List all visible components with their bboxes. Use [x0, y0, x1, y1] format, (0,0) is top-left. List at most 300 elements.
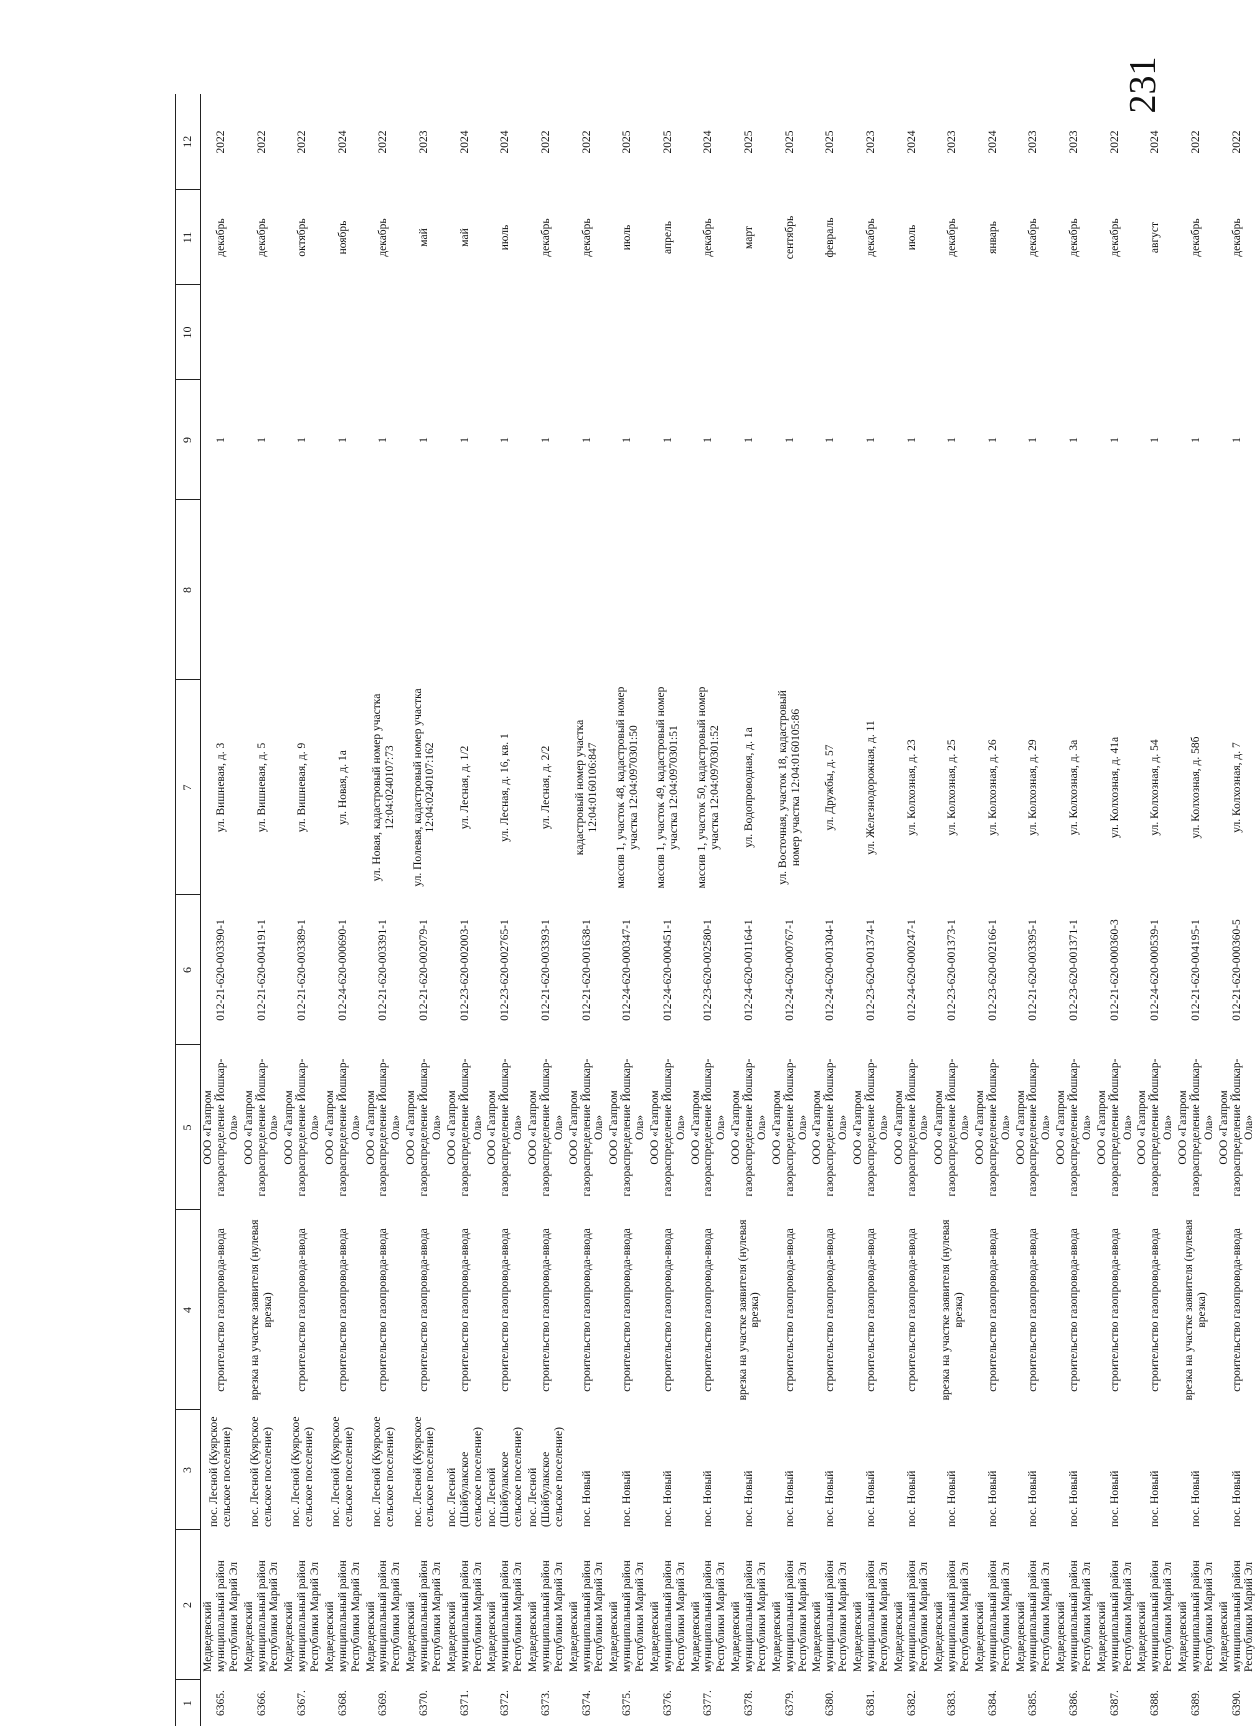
table-cell-col-9: 1 — [1135, 380, 1176, 500]
table-cell-col-8 — [1095, 500, 1136, 680]
column-header-10: 10 — [176, 285, 201, 380]
table-cell-col-10 — [770, 285, 811, 380]
table-cell-col-5: ООО «Газпром газораспределение Йошкар-Ола» — [445, 1045, 486, 1210]
table-cell-col-2: Медведевский муниципальный район Республики Марий Эл — [607, 1530, 648, 1680]
table-cell-col-6: 012-23-620-002166-1 — [973, 895, 1014, 1045]
table-cell-col-11: декабрь — [1054, 190, 1095, 285]
table-cell-col-7: ул. Дружбы, д. 57 — [810, 680, 851, 895]
table-cell-col-9: 1 — [364, 380, 405, 500]
table-cell-col-11: июль — [892, 190, 933, 285]
table-row — [1217, 94, 1257, 1726]
table-cell-col-5: ООО «Газпром газораспределение Йошкар-Ола» — [851, 1045, 892, 1210]
table-row — [851, 94, 892, 1726]
table-cell-col-6: 012-21-620-003390-1 — [201, 895, 242, 1045]
table-cell-col-10 — [526, 285, 567, 380]
table-cell-col-1: 6370. — [404, 1680, 445, 1726]
table-cell-col-3: пос. Новый — [1176, 1410, 1217, 1530]
table-cell-col-5: ООО «Газпром газораспределение Йошкар-Ола» — [770, 1045, 811, 1210]
table-cell-col-5: ООО «Газпром газораспределение Йошкар-Ола» — [567, 1045, 608, 1210]
table-cell-col-1: 6367. — [282, 1680, 323, 1726]
table-cell-col-12: 2022 — [242, 94, 283, 190]
table-cell-col-8 — [810, 500, 851, 680]
table-cell-col-7: ул. Лесная, д. 16, кв. 1 — [485, 680, 526, 895]
table-header — [176, 94, 201, 1726]
table-cell-col-11: декабрь — [242, 190, 283, 285]
table-cell-col-12: 2022 — [526, 94, 567, 190]
table-cell-col-4: строительство газопровода-ввода — [1135, 1210, 1176, 1410]
table-cell-col-8 — [648, 500, 689, 680]
table-cell-col-9: 1 — [567, 380, 608, 500]
table-wrapper — [175, 94, 1235, 1726]
table-cell-col-10 — [404, 285, 445, 380]
table-cell-col-2: Медведевский муниципальный район Республики Марий Эл — [485, 1530, 526, 1680]
table-cell-col-7: ул. Вишневая, д. 5 — [242, 680, 283, 895]
table-cell-col-11: декабрь — [689, 190, 730, 285]
gasification-table — [175, 94, 1257, 1726]
table-cell-col-3: пос. Новый — [1135, 1410, 1176, 1530]
table-cell-col-6: 012-21-620-000360-5 — [1217, 895, 1257, 1045]
table-cell-col-4: врезка на участке заявителя (нулевая врезка) — [1176, 1210, 1217, 1410]
table-cell-col-3: пос. Лесной (Куярское сельское поселение) — [364, 1410, 405, 1530]
table-cell-col-8 — [526, 500, 567, 680]
table-cell-col-1: 6373. — [526, 1680, 567, 1726]
table-cell-col-2: Медведевский муниципальный район Республики Марий Эл — [1176, 1530, 1217, 1680]
table-cell-col-4: строительство газопровода-ввода — [567, 1210, 608, 1410]
table-cell-col-6: 012-24-620-000451-1 — [648, 895, 689, 1045]
table-cell-col-3: пос. Новый — [932, 1410, 973, 1530]
table-cell-col-5: ООО «Газпром газораспределение Йошкар-Ола» — [485, 1045, 526, 1210]
table-cell-col-6: 012-21-620-003393-1 — [526, 895, 567, 1045]
table-cell-col-4: строительство газопровода-ввода — [404, 1210, 445, 1410]
table-cell-col-11: октябрь — [282, 190, 323, 285]
table-cell-col-10 — [607, 285, 648, 380]
table-cell-col-10 — [567, 285, 608, 380]
table-cell-col-10 — [932, 285, 973, 380]
table-row — [1054, 94, 1095, 1726]
table-row — [892, 94, 933, 1726]
table-cell-col-7: ул. Лесная, д. 2/2 — [526, 680, 567, 895]
table-cell-col-6: 012-21-620-003395-1 — [1014, 895, 1055, 1045]
table-cell-col-3: пос. Новый — [729, 1410, 770, 1530]
table-cell-col-2: Медведевский муниципальный район Республики Марий Эл — [1014, 1530, 1055, 1680]
table-cell-col-7: ул. Вишневая, д. 9 — [282, 680, 323, 895]
table-cell-col-6: 012-24-620-000690-1 — [323, 895, 364, 1045]
column-header-11: 11 — [176, 190, 201, 285]
table-cell-col-3: пос. Новый — [1095, 1410, 1136, 1530]
table-cell-col-12: 2024 — [445, 94, 486, 190]
table-cell-col-5: ООО «Газпром газораспределение Йошкар-Ола» — [932, 1045, 973, 1210]
table-cell-col-5: ООО «Газпром газораспределение Йошкар-Ола» — [282, 1045, 323, 1210]
table-cell-col-2: Медведевский муниципальный район Республики Марий Эл — [1135, 1530, 1176, 1680]
table-cell-col-2: Медведевский муниципальный район Республики Марий Эл — [1054, 1530, 1095, 1680]
table-cell-col-6: 012-21-620-004195-1 — [1176, 895, 1217, 1045]
column-header-12: 12 — [176, 94, 201, 190]
table-cell-col-7: ул. Вишневая, д. 3 — [201, 680, 242, 895]
table-body — [201, 94, 1257, 1726]
table-cell-col-12: 2025 — [648, 94, 689, 190]
table-cell-col-1: 6390. — [1217, 1680, 1257, 1726]
table-cell-col-6: 012-21-620-003391-1 — [364, 895, 405, 1045]
table-cell-col-6: 012-24-620-001164-1 — [729, 895, 770, 1045]
table-cell-col-1: 6385. — [1014, 1680, 1055, 1726]
table-cell-col-10 — [648, 285, 689, 380]
table-cell-col-11: май — [404, 190, 445, 285]
column-header-2: 2 — [176, 1530, 201, 1680]
table-cell-col-10 — [1135, 285, 1176, 380]
table-cell-col-8 — [770, 500, 811, 680]
table-cell-col-9: 1 — [242, 380, 283, 500]
table-cell-col-2: Медведевский муниципальный район Республики Марий Эл — [973, 1530, 1014, 1680]
table-cell-col-12: 2024 — [1135, 94, 1176, 190]
table-cell-col-2: Медведевский муниципальный район Республики Марий Эл — [932, 1530, 973, 1680]
table-cell-col-10 — [1176, 285, 1217, 380]
table-cell-col-8 — [404, 500, 445, 680]
table-cell-col-3: пос. Новый — [770, 1410, 811, 1530]
table-cell-col-12: 2022 — [1095, 94, 1136, 190]
column-header-9: 9 — [176, 380, 201, 500]
table-cell-col-8 — [689, 500, 730, 680]
table-cell-col-11: февраль — [810, 190, 851, 285]
table-cell-col-10 — [851, 285, 892, 380]
table-cell-col-4: строительство газопровода-ввода — [648, 1210, 689, 1410]
table-cell-col-11: май — [445, 190, 486, 285]
table-row — [242, 94, 283, 1726]
table-cell-col-2: Медведевский муниципальный район Республики Марий Эл — [567, 1530, 608, 1680]
table-cell-col-1: 6369. — [364, 1680, 405, 1726]
table-cell-col-7: ул. Колхозная, д. 3а — [1054, 680, 1095, 895]
table-cell-col-6: 012-24-620-001304-1 — [810, 895, 851, 1045]
table-cell-col-9: 1 — [1014, 380, 1055, 500]
table-cell-col-11: август — [1135, 190, 1176, 285]
table-cell-col-6: 012-21-620-003389-1 — [282, 895, 323, 1045]
table-cell-col-3: пос. Лесной (Шойбулакское сельское поселение) — [526, 1410, 567, 1530]
table-row — [1176, 94, 1217, 1726]
table-cell-col-8 — [607, 500, 648, 680]
column-header-6: 6 — [176, 895, 201, 1045]
table-cell-col-5: ООО «Газпром газораспределение Йошкар-Ола» — [1095, 1045, 1136, 1210]
table-row — [526, 94, 567, 1726]
table-cell-col-3: пос. Лесной (Куярское сельское поселение) — [323, 1410, 364, 1530]
table-cell-col-9: 1 — [1217, 380, 1257, 500]
table-cell-col-8 — [1176, 500, 1217, 680]
table-cell-col-2: Медведевский муниципальный район Республики Марий Эл — [201, 1530, 242, 1680]
table-cell-col-4: строительство газопровода-ввода — [323, 1210, 364, 1410]
table-cell-col-10 — [323, 285, 364, 380]
table-cell-col-11: декабрь — [526, 190, 567, 285]
table-cell-col-4: строительство газопровода-ввода — [1217, 1210, 1257, 1410]
table-cell-col-4: врезка на участке заявителя (нулевая врезка) — [242, 1210, 283, 1410]
table-cell-col-8 — [364, 500, 405, 680]
table-row — [770, 94, 811, 1726]
table-cell-col-8 — [932, 500, 973, 680]
table-cell-col-3: пос. Новый — [973, 1410, 1014, 1530]
table-cell-col-1: 6376. — [648, 1680, 689, 1726]
table-cell-col-1: 6380. — [810, 1680, 851, 1726]
table-cell-col-2: Медведевский муниципальный район Республики Марий Эл — [851, 1530, 892, 1680]
table-cell-col-7: ул. Водопроводная, д. 1а — [729, 680, 770, 895]
column-header-7: 7 — [176, 680, 201, 895]
table-row — [973, 94, 1014, 1726]
table-cell-col-4: строительство газопровода-ввода — [364, 1210, 405, 1410]
table-row — [201, 94, 242, 1726]
table-cell-col-2: Медведевский муниципальный район Республики Марий Эл — [242, 1530, 283, 1680]
table-cell-col-9: 1 — [282, 380, 323, 500]
table-cell-col-12: 2022 — [1217, 94, 1257, 190]
column-header-1: 1 — [176, 1680, 201, 1726]
table-cell-col-8 — [1217, 500, 1257, 680]
table-cell-col-5: ООО «Газпром газораспределение Йошкар-Ола» — [689, 1045, 730, 1210]
table-cell-col-7: ул. Колхозная, д. 26 — [973, 680, 1014, 895]
table-cell-col-8 — [851, 500, 892, 680]
table-cell-col-4: строительство газопровода-ввода — [1054, 1210, 1095, 1410]
table-cell-col-6: 012-24-620-000767-1 — [770, 895, 811, 1045]
table-cell-col-5: ООО «Газпром газораспределение Йошкар-Ола» — [242, 1045, 283, 1210]
table-cell-col-1: 6378. — [729, 1680, 770, 1726]
table-cell-col-12: 2022 — [364, 94, 405, 190]
table-row — [485, 94, 526, 1726]
table-cell-col-3: пос. Новый — [1054, 1410, 1095, 1530]
table-cell-col-1: 6375. — [607, 1680, 648, 1726]
table-cell-col-4: строительство газопровода-ввода — [1014, 1210, 1055, 1410]
table-cell-col-2: Медведевский муниципальный район Республики Марий Эл — [404, 1530, 445, 1680]
table-cell-col-8 — [201, 500, 242, 680]
table-cell-col-2: Медведевский муниципальный район Республики Марий Эл — [1095, 1530, 1136, 1680]
table-row — [567, 94, 608, 1726]
table-cell-col-6: 012-21-620-002079-1 — [404, 895, 445, 1045]
table-cell-col-9: 1 — [892, 380, 933, 500]
table-cell-col-8 — [892, 500, 933, 680]
table-cell-col-12: 2024 — [689, 94, 730, 190]
table-cell-col-8 — [445, 500, 486, 680]
table-cell-col-3: пос. Лесной (Шойбулакское сельское поселение) — [485, 1410, 526, 1530]
table-cell-col-3: пос. Новый — [567, 1410, 608, 1530]
table-cell-col-7: ул. Колхозная, д. 54 — [1135, 680, 1176, 895]
table-cell-col-6: 012-21-620-001638-1 — [567, 895, 608, 1045]
table-cell-col-1: 6372. — [485, 1680, 526, 1726]
table-cell-col-2: Медведевский муниципальный район Республики Марий Эл — [526, 1530, 567, 1680]
column-header-8: 8 — [176, 500, 201, 680]
table-cell-col-9: 1 — [851, 380, 892, 500]
table-cell-col-9: 1 — [445, 380, 486, 500]
table-cell-col-9: 1 — [648, 380, 689, 500]
table-cell-col-12: 2024 — [973, 94, 1014, 190]
table-cell-col-7: ул. Колхозная, д. 23 — [892, 680, 933, 895]
table-cell-col-6: 012-23-620-002580-1 — [689, 895, 730, 1045]
table-cell-col-4: строительство газопровода-ввода — [892, 1210, 933, 1410]
table-cell-col-12: 2023 — [404, 94, 445, 190]
table-row — [1014, 94, 1055, 1726]
table-cell-col-7: ул. Лесная, д. 1/2 — [445, 680, 486, 895]
column-header-4: 4 — [176, 1210, 201, 1410]
table-cell-col-7: массив 1, участок 50, кадастровый номер участка 12:04:0970301:52 — [689, 680, 730, 895]
table-cell-col-3: пос. Новый — [810, 1410, 851, 1530]
table-row — [932, 94, 973, 1726]
table-cell-col-2: Медведевский муниципальный район Республики Марий Эл — [445, 1530, 486, 1680]
table-cell-col-9: 1 — [729, 380, 770, 500]
table-cell-col-7: кадастровый номер участка 12:04:0160106:847 — [567, 680, 608, 895]
table-cell-col-4: строительство газопровода-ввода — [851, 1210, 892, 1410]
rotated-table-area — [175, 94, 1235, 1726]
table-cell-col-5: ООО «Газпром газораспределение Йошкар-Ола» — [607, 1045, 648, 1210]
table-cell-col-5: ООО «Газпром газораспределение Йошкар-Ола» — [810, 1045, 851, 1210]
table-cell-col-10 — [1095, 285, 1136, 380]
table-cell-col-4: строительство газопровода-ввода — [526, 1210, 567, 1410]
table-cell-col-10 — [1054, 285, 1095, 380]
table-cell-col-8 — [323, 500, 364, 680]
table-cell-col-6: 012-24-620-000247-1 — [892, 895, 933, 1045]
table-cell-col-10 — [201, 285, 242, 380]
table-cell-col-12: 2022 — [1176, 94, 1217, 190]
table-cell-col-11: декабрь — [1014, 190, 1055, 285]
table-cell-col-1: 6368. — [323, 1680, 364, 1726]
table-cell-col-8 — [242, 500, 283, 680]
table-cell-col-8 — [973, 500, 1014, 680]
table-cell-col-8 — [567, 500, 608, 680]
table-cell-col-10 — [445, 285, 486, 380]
table-cell-col-2: Медведевский муниципальный район Республики Марий Эл — [689, 1530, 730, 1680]
table-cell-col-3: пос. Новый — [689, 1410, 730, 1530]
table-cell-col-9: 1 — [404, 380, 445, 500]
table-row — [729, 94, 770, 1726]
table-cell-col-1: 6379. — [770, 1680, 811, 1726]
table-cell-col-12: 2022 — [282, 94, 323, 190]
table-cell-col-9: 1 — [1054, 380, 1095, 500]
table-cell-col-2: Медведевский муниципальный район Республики Марий Эл — [1217, 1530, 1257, 1680]
table-cell-col-10 — [364, 285, 405, 380]
table-cell-col-4: строительство газопровода-ввода — [485, 1210, 526, 1410]
table-cell-col-3: пос. Лесной (Куярское сельское поселение) — [282, 1410, 323, 1530]
table-cell-col-9: 1 — [323, 380, 364, 500]
table-cell-col-8 — [485, 500, 526, 680]
table-cell-col-11: сентябрь — [770, 190, 811, 285]
table-cell-col-3: пос. Лесной (Куярское сельское поселение) — [404, 1410, 445, 1530]
table-cell-col-10 — [1014, 285, 1055, 380]
table-cell-col-3: пос. Лесной (Шойбулакское сельское поселение) — [445, 1410, 486, 1530]
table-cell-col-2: Медведевский муниципальный район Республики Марий Эл — [770, 1530, 811, 1680]
table-cell-col-7: ул. Восточная, участок 18, кадастровый номер участка 12:04:0160105:86 — [770, 680, 811, 895]
table-cell-col-8 — [282, 500, 323, 680]
table-cell-col-5: ООО «Газпром газораспределение Йошкар-Ола» — [404, 1045, 445, 1210]
table-cell-col-6: 012-23-620-001371-1 — [1054, 895, 1095, 1045]
table-cell-col-5: ООО «Газпром газораспределение Йошкар-Ола» — [1054, 1045, 1095, 1210]
table-cell-col-2: Медведевский муниципальный район Республики Марий Эл — [282, 1530, 323, 1680]
table-cell-col-12: 2025 — [810, 94, 851, 190]
table-cell-col-9: 1 — [607, 380, 648, 500]
table-cell-col-7: ул. Колхозная, д. 58б — [1176, 680, 1217, 895]
table-cell-col-5: ООО «Газпром газораспределение Йошкар-Ола» — [973, 1045, 1014, 1210]
table-cell-col-6: 012-23-620-001373-1 — [932, 895, 973, 1045]
table-cell-col-3: пос. Лесной (Куярское сельское поселение) — [242, 1410, 283, 1530]
table-cell-col-6: 012-23-620-001374-1 — [851, 895, 892, 1045]
table-cell-col-1: 6365. — [201, 1680, 242, 1726]
table-row — [364, 94, 405, 1726]
table-cell-col-10 — [810, 285, 851, 380]
table-cell-col-9: 1 — [485, 380, 526, 500]
table-cell-col-9: 1 — [810, 380, 851, 500]
table-cell-col-11: март — [729, 190, 770, 285]
table-cell-col-11: декабрь — [1176, 190, 1217, 285]
table-cell-col-11: июль — [485, 190, 526, 285]
table-cell-col-7: ул. Полевая, кадастровый номер участка 12:04:0240107:162 — [404, 680, 445, 895]
table-row — [689, 94, 730, 1726]
table-cell-col-1: 6381. — [851, 1680, 892, 1726]
table-cell-col-7: ул. Новая, кадастровый номер участка 12:04:0240107:73 — [364, 680, 405, 895]
table-cell-col-5: ООО «Газпром газораспределение Йошкар-Ола» — [323, 1045, 364, 1210]
table-cell-col-12: 2025 — [770, 94, 811, 190]
table-row — [1135, 94, 1176, 1726]
table-cell-col-8 — [1135, 500, 1176, 680]
table-cell-col-12: 2025 — [607, 94, 648, 190]
table-cell-col-4: строительство газопровода-ввода — [607, 1210, 648, 1410]
table-cell-col-11: июль — [607, 190, 648, 285]
table-cell-col-4: строительство газопровода-ввода — [445, 1210, 486, 1410]
table-cell-col-3: пос. Новый — [1014, 1410, 1055, 1530]
table-cell-col-8 — [1014, 500, 1055, 680]
table-cell-col-3: пос. Новый — [1217, 1410, 1257, 1530]
table-cell-col-2: Медведевский муниципальный район Республики Марий Эл — [648, 1530, 689, 1680]
table-cell-col-4: врезка на участке заявителя (нулевая врезка) — [729, 1210, 770, 1410]
table-cell-col-4: строительство газопровода-ввода — [1095, 1210, 1136, 1410]
table-cell-col-10 — [242, 285, 283, 380]
page-number: 231 — [1098, 40, 1188, 130]
table-cell-col-10 — [282, 285, 323, 380]
table-cell-col-11: декабрь — [364, 190, 405, 285]
table-cell-col-12: 2022 — [567, 94, 608, 190]
table-cell-col-2: Медведевский муниципальный район Республики Марий Эл — [810, 1530, 851, 1680]
table-cell-col-4: строительство газопровода-ввода — [770, 1210, 811, 1410]
table-cell-col-7: массив 1, участок 49, кадастровый номер участка 12:04:0970301:51 — [648, 680, 689, 895]
table-cell-col-10 — [689, 285, 730, 380]
table-cell-col-1: 6383. — [932, 1680, 973, 1726]
table-cell-col-12: 2023 — [932, 94, 973, 190]
table-cell-col-11: декабрь — [201, 190, 242, 285]
table-cell-col-3: пос. Новый — [607, 1410, 648, 1530]
table-cell-col-3: пос. Новый — [648, 1410, 689, 1530]
table-cell-col-10 — [485, 285, 526, 380]
table-cell-col-7: ул. Железнодорожная, д. 11 — [851, 680, 892, 895]
table-cell-col-5: ООО «Газпром газораспределение Йошкар-Ола» — [364, 1045, 405, 1210]
table-cell-col-7: ул. Новая, д. 1а — [323, 680, 364, 895]
table-row — [648, 94, 689, 1726]
table-cell-col-5: ООО «Газпром газораспределение Йошкар-Ола» — [1217, 1045, 1257, 1210]
table-row — [607, 94, 648, 1726]
table-cell-col-1: 6384. — [973, 1680, 1014, 1726]
table-cell-col-11: декабрь — [851, 190, 892, 285]
table-cell-col-4: строительство газопровода-ввода — [689, 1210, 730, 1410]
table-cell-col-9: 1 — [973, 380, 1014, 500]
table-cell-col-12: 2023 — [851, 94, 892, 190]
table-cell-col-9: 1 — [770, 380, 811, 500]
table-cell-col-1: 6388. — [1135, 1680, 1176, 1726]
table-cell-col-11: ноябрь — [323, 190, 364, 285]
table-cell-col-7: ул. Колхозная, д. 7 — [1217, 680, 1257, 895]
table-cell-col-11: декабрь — [932, 190, 973, 285]
table-cell-col-1: 6374. — [567, 1680, 608, 1726]
table-cell-col-11: декабрь — [1095, 190, 1136, 285]
table-cell-col-10 — [1217, 285, 1257, 380]
table-cell-col-5: ООО «Газпром газораспределение Йошкар-Ола» — [892, 1045, 933, 1210]
table-cell-col-1: 6386. — [1054, 1680, 1095, 1726]
table-cell-col-2: Медведевский муниципальный район Республики Марий Эл — [892, 1530, 933, 1680]
table-cell-col-4: строительство газопровода-ввода — [201, 1210, 242, 1410]
table-cell-col-2: Медведевский муниципальный район Республики Марий Эл — [729, 1530, 770, 1680]
table-cell-col-9: 1 — [526, 380, 567, 500]
table-cell-col-6: 012-23-620-002003-1 — [445, 895, 486, 1045]
table-cell-col-4: строительство газопровода-ввода — [973, 1210, 1014, 1410]
table-cell-col-4: строительство газопровода-ввода — [282, 1210, 323, 1410]
table-cell-col-6: 012-24-620-000539-1 — [1135, 895, 1176, 1045]
table-row — [323, 94, 364, 1726]
